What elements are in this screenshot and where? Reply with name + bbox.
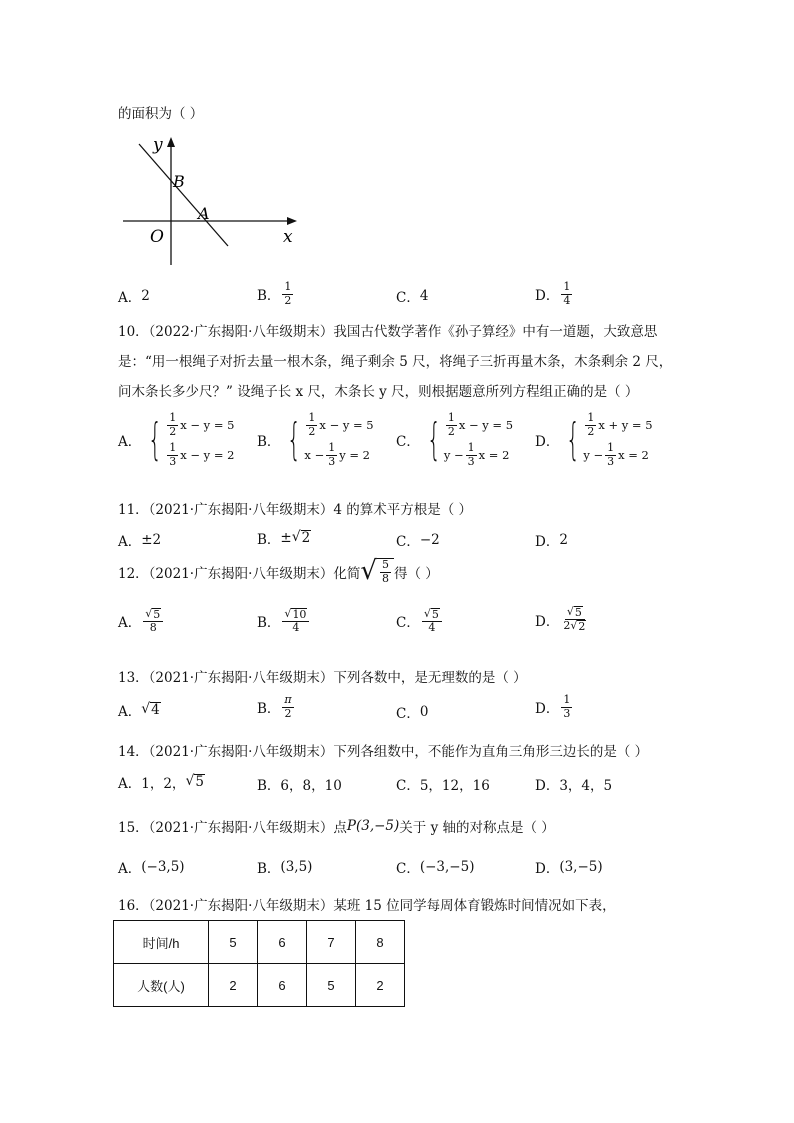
q10-stem-line3: 问木条长多少尺？” 设绳子长 x 尺，木条长 y 尺，则根据题意所列方程组正确的是（ ） [118,384,639,400]
table-cell: 6 [258,921,307,964]
table-row [114,921,405,964]
q14-option-c[interactable]: C． 5，12，16 [396,778,490,794]
q9-option-b[interactable]: B． $\frac{1}{2}$ [257,280,292,307]
q11-option-c[interactable]: C． −2 [396,532,440,550]
coordinate-graph [115,130,305,270]
q13-stem: 13．（2021·广东揭阳·八年级期末）下列各数中，是无理数的是（ ） [118,670,527,686]
q11-option-b[interactable]: B． ± √ 2 [257,529,311,548]
table-cell: 2 [356,964,405,1007]
q9-option-a[interactable]: A． 2 [118,288,150,306]
graph-label-y: y [153,135,163,155]
q10-option-b[interactable]: B． { $\frac{1}{2}$ x − y = 5 x − $\frac{1}{3}$ y = 2 [257,411,374,468]
q10-stem-line2: 是：“用一根绳子对折去量一根木条，绳子剩余 5 尺，将绳子三折再量木条，木条剩余 2 尺， [118,354,673,370]
table-cell: 5 [209,921,258,964]
q13-option-c[interactable]: C． 0 [396,704,429,722]
q15-option-d[interactable]: D． (3,−5) [535,859,603,877]
q9-stem-tail: 的面积为（ ） [118,106,204,122]
table-cell: 2 [209,964,258,1007]
q15-option-b[interactable]: B． (3,5) [257,859,313,877]
q12-option-a[interactable]: A． √ 5 8 [118,608,165,635]
table-cell: 人数(人) [114,964,209,1007]
q11-option-d[interactable]: D． 2 [535,532,568,550]
q12-option-d[interactable]: D． √ 5 2 √ 2 [535,605,586,634]
table-cell: 时间/h [114,921,209,964]
exercise-time-table [113,920,405,1007]
q14-option-a[interactable]: A． 1，2， √ 5 [118,773,204,792]
graph-label-b: B [173,172,185,191]
q13-option-d[interactable]: D． $\frac{1}{3}$ [535,693,571,720]
table-cell: 6 [258,964,307,1007]
q11-option-a[interactable]: A． ±2 [118,532,162,550]
graph-label-o: O [150,227,164,247]
q10-option-a[interactable]: A． { $\frac{1}{2}$ x − y = 5 $\frac{1}{3}$ x − y = 2 [118,411,235,468]
graph-label-x: x [283,227,293,247]
q15-option-a[interactable]: A． (−3,5) [118,859,185,877]
q12-option-c[interactable]: C． √ 5 4 [396,608,444,635]
q15-option-c[interactable]: C． (−3,−5) [396,859,475,877]
q12-stem: 12．（2021·广东揭阳·八年级期末）化简 √ $\frac{5}{8}$ 得（ ） [118,556,439,586]
table-cell: 8 [356,921,405,964]
q9-option-d[interactable]: D． $\frac{1}{4}$ [535,280,571,307]
table-cell: 7 [307,921,356,964]
q10-option-c[interactable]: C． { $\frac{1}{2}$ x − y = 5 y − $\frac{1}{3}$ x = 2 [396,411,514,468]
q15-stem: 15．（2021·广东揭阳·八年级期末）点 P(3,−5) 关于 y 轴的对称点是（ ） [118,818,555,836]
q13-option-a[interactable]: A． √ 4 [118,701,160,720]
q16-stem: 16．（2021·广东揭阳·八年级期末）某班 15 位同学每周体育锻炼时间情况如下表， [118,898,616,914]
graph-label-a: A [198,204,210,223]
q9-option-c[interactable]: C． 4 [396,288,429,306]
q12-option-b[interactable]: B． √ 10 4 [257,608,311,635]
q10-stem-line1: 10．（2022·广东揭阳·八年级期末）我国古代数学著作《孙子算经》中有一道题，大致意思 [118,324,658,340]
q14-stem: 14．（2021·广东揭阳·八年级期末）下列各组数中，不能作为直角三角形三边长的是（ ） [118,744,649,760]
q11-stem: 11．（2021·广东揭阳·八年级期末）4 的算术平方根是（ ） [118,502,473,518]
q13-option-b[interactable]: B． $\frac{\pi}{2}$ [257,693,292,720]
q10-option-d[interactable]: D． { $\frac{1}{2}$ x + y = 5 y − $\frac{1}{3}$ x = 2 [535,411,653,468]
table-cell: 5 [307,964,356,1007]
q14-option-d[interactable]: D． 3，4，5 [535,778,613,794]
q14-option-b[interactable]: B． 6，8，10 [257,778,342,794]
table-row [114,964,405,1007]
